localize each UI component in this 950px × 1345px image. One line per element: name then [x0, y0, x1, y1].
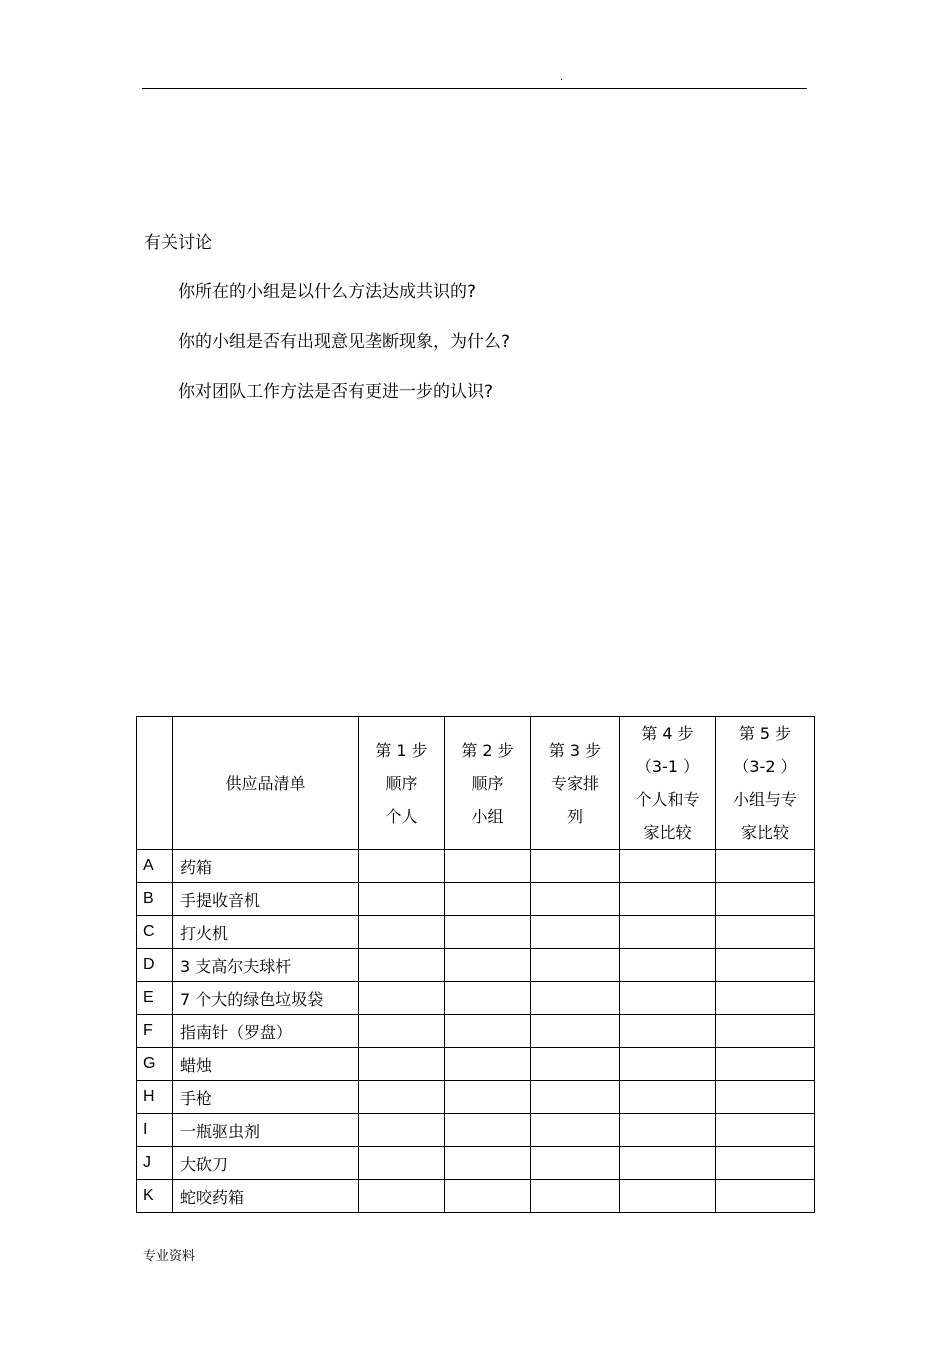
header-step-1: [359, 717, 445, 850]
table-header-row: [137, 717, 815, 850]
row-item-name: 7 个大的绿色垃圾袋: [173, 982, 359, 1015]
step-4-cell[interactable]: [620, 916, 716, 949]
step-3-cell[interactable]: [531, 1180, 620, 1213]
step-3-cell[interactable]: [531, 1015, 620, 1048]
step-2-cell[interactable]: [445, 949, 531, 982]
step-4-cell[interactable]: [620, 949, 716, 982]
step-4-cell[interactable]: [620, 1147, 716, 1180]
supplies-ranking-table: [136, 716, 815, 1213]
header-step-line: 第 4 步: [641, 724, 694, 743]
header-item-cell: 供应品清单: [173, 717, 359, 850]
discussion-question: 你的小组是否有出现意见垄断现象，为什么?: [178, 332, 511, 352]
row-letter: I: [137, 1114, 173, 1147]
step-5-cell[interactable]: [716, 1180, 815, 1213]
step-2-cell[interactable]: [445, 916, 531, 949]
header-rule: [142, 88, 807, 89]
header-step-line: 专家排: [550, 773, 599, 793]
row-item-name: 手枪: [173, 1081, 359, 1114]
table-row: [137, 916, 815, 949]
header-step-line: 顺序: [471, 773, 504, 793]
header-step-line: 列: [566, 806, 583, 826]
step-1-cell[interactable]: [359, 949, 445, 982]
header-step-line: 第 1 步: [375, 740, 428, 760]
step-5-cell[interactable]: [716, 1081, 815, 1114]
step-1-cell[interactable]: [359, 1114, 445, 1147]
step-3-cell[interactable]: [531, 1081, 620, 1114]
header-step-line: 第 2 步: [461, 740, 514, 760]
step-4-cell[interactable]: [620, 1081, 716, 1114]
header-step-line: （3-1 ）: [635, 757, 700, 776]
step-4-cell[interactable]: [620, 883, 716, 916]
row-item-name: 一瓶驱虫剂: [173, 1114, 359, 1147]
header-step-line: 家比较: [643, 823, 692, 842]
table-row: [137, 949, 815, 982]
header-dot: .: [560, 72, 564, 83]
row-letter: A: [137, 850, 173, 883]
step-2-cell[interactable]: [445, 883, 531, 916]
step-5-cell[interactable]: [716, 1114, 815, 1147]
step-1-cell[interactable]: [359, 850, 445, 883]
step-5-cell[interactable]: [716, 883, 815, 916]
discussion-question: 你所在的小组是以什么方法达成共识的?: [178, 282, 477, 302]
step-3-cell[interactable]: [531, 982, 620, 1015]
table-row: [137, 1114, 815, 1147]
step-5-cell[interactable]: [716, 949, 815, 982]
header-step-line: 小组与专: [732, 790, 797, 809]
step-5-cell[interactable]: [716, 1015, 815, 1048]
step-1-cell[interactable]: [359, 982, 445, 1015]
header-step-line: 家比较: [740, 823, 789, 842]
row-letter: J: [137, 1147, 173, 1180]
step-2-cell[interactable]: [445, 850, 531, 883]
row-item-name: 蛇咬药箱: [173, 1180, 359, 1213]
page-footer: 专业资料: [143, 1249, 196, 1264]
header-step-line: 第 5 步: [738, 724, 792, 743]
step-1-cell[interactable]: [359, 1180, 445, 1213]
row-item-name: 手提收音机: [173, 883, 359, 916]
step-2-cell[interactable]: [445, 1147, 531, 1180]
row-letter: B: [137, 883, 173, 916]
step-5-cell[interactable]: [716, 1048, 815, 1081]
step-3-cell[interactable]: [531, 949, 620, 982]
header-step-5: [716, 717, 815, 850]
step-5-cell[interactable]: [716, 850, 815, 883]
table-row: [137, 1015, 815, 1048]
row-letter: F: [137, 1015, 173, 1048]
step-1-cell[interactable]: [359, 1048, 445, 1081]
row-letter: H: [137, 1081, 173, 1114]
step-3-cell[interactable]: [531, 1114, 620, 1147]
table-body: [137, 850, 815, 1213]
step-2-cell[interactable]: [445, 1081, 531, 1114]
step-4-cell[interactable]: [620, 850, 716, 883]
step-5-cell[interactable]: [716, 982, 815, 1015]
table-row: [137, 883, 815, 916]
step-3-cell[interactable]: [531, 1147, 620, 1180]
step-3-cell[interactable]: [531, 1048, 620, 1081]
row-item-name: 药箱: [173, 850, 359, 883]
discussion-question: 你对团队工作方法是否有更进一步的认识?: [178, 382, 494, 402]
step-4-cell[interactable]: [620, 1015, 716, 1048]
step-1-cell[interactable]: [359, 883, 445, 916]
table-row: [137, 982, 815, 1015]
header-letter-cell: [137, 717, 173, 850]
step-4-cell[interactable]: [620, 1114, 716, 1147]
header-step-3: [531, 717, 620, 850]
header-step-line: （3-2 ）: [733, 757, 797, 776]
step-2-cell[interactable]: [445, 1048, 531, 1081]
row-letter: C: [137, 916, 173, 949]
table-row: [137, 1048, 815, 1081]
header-step-line: 小组: [471, 806, 504, 826]
section-title: 有关讨论: [144, 233, 212, 253]
step-4-cell[interactable]: [620, 982, 716, 1015]
row-letter: K: [137, 1180, 173, 1213]
row-item-name: 大砍刀: [173, 1147, 359, 1180]
row-item-name: 打火机: [173, 916, 359, 949]
table-row: [137, 1147, 815, 1180]
row-item-name: 3 支高尔夫球杆: [173, 949, 359, 982]
step-2-cell[interactable]: [445, 1180, 531, 1213]
header-step-line: 个人: [385, 806, 418, 826]
step-3-cell[interactable]: [531, 916, 620, 949]
table-row: [137, 850, 815, 883]
row-item-name: 指南针（罗盘）: [173, 1015, 359, 1048]
row-letter: E: [137, 982, 173, 1015]
step-5-cell[interactable]: [716, 1147, 815, 1180]
row-letter: G: [137, 1048, 173, 1081]
table-row: [137, 1180, 815, 1213]
step-5-cell[interactable]: [716, 916, 815, 949]
step-1-cell[interactable]: [359, 1147, 445, 1180]
header-step-line: 第 3 步: [548, 740, 602, 760]
step-2-cell[interactable]: [445, 1015, 531, 1048]
step-1-cell[interactable]: [359, 1081, 445, 1114]
header-step-line: 顺序: [385, 773, 418, 793]
step-1-cell[interactable]: [359, 1015, 445, 1048]
header-step-2: [445, 717, 531, 850]
step-2-cell[interactable]: [445, 982, 531, 1015]
row-letter: D: [137, 949, 173, 982]
step-2-cell[interactable]: [445, 1114, 531, 1147]
table-row: [137, 1081, 815, 1114]
row-item-name: 蜡烛: [173, 1048, 359, 1081]
step-1-cell[interactable]: [359, 916, 445, 949]
step-3-cell[interactable]: [531, 850, 620, 883]
header-step-4: [620, 717, 716, 850]
step-4-cell[interactable]: [620, 1048, 716, 1081]
step-4-cell[interactable]: [620, 1180, 716, 1213]
step-3-cell[interactable]: [531, 883, 620, 916]
header-step-line: 个人和专: [635, 790, 700, 809]
